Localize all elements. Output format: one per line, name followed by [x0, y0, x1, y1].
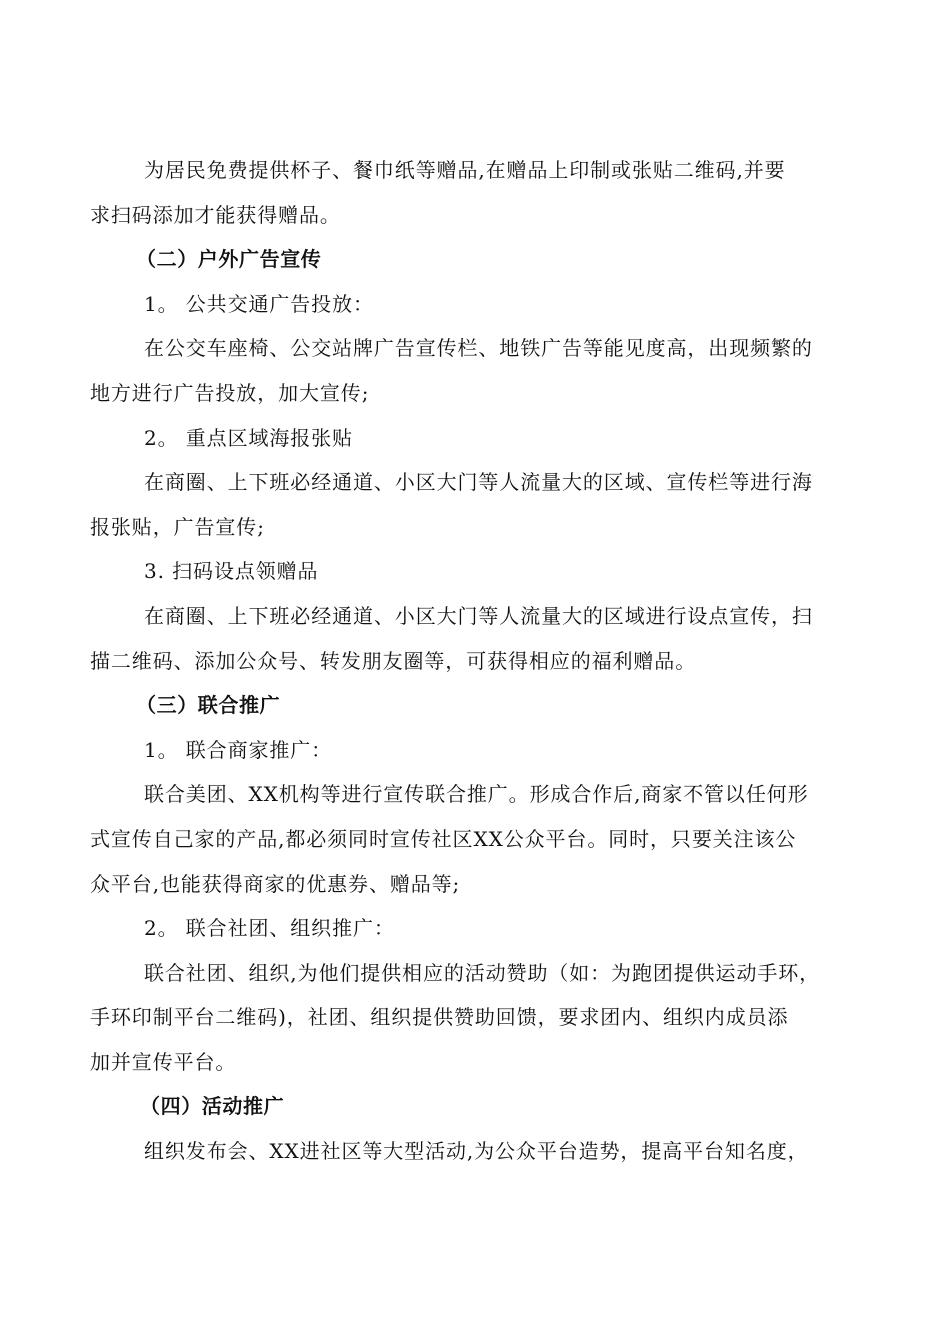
- list-item-title: 2。 重点区域海报张贴: [144, 425, 353, 450]
- paragraph-line: 式宣传自己家的产品,都必须同时宣传社区XX公众平台。同时，只要关注该公: [90, 826, 797, 851]
- paragraph-line: 联合美团、XX机构等进行宣传联合推广。形成合作后,商家不管以任何形: [144, 782, 809, 807]
- section-heading: （三）联合推广: [136, 693, 281, 718]
- paragraph-line: 描二维码、添加公众号、转发朋友圈等，可获得相应的福利赠品。: [90, 648, 697, 673]
- paragraph-line: 为居民免费提供杯子、餐巾纸等赠品,在赠品上印制或张贴二维码,并要: [144, 158, 786, 182]
- paragraph-line: 众平台,也能获得商家的优惠券、赠品等;: [90, 871, 461, 896]
- section-heading: （二）户外广告宣传: [136, 247, 322, 272]
- paragraph-line: 报张贴，广告宣传;: [90, 514, 265, 539]
- list-item-title: 1。 联合商家推广：: [144, 737, 333, 762]
- list-item-title: 3. 扫码设点领赠品: [144, 559, 319, 584]
- paragraph-line: 加并宣传平台。: [90, 1049, 237, 1074]
- list-item-title: 1。 公共交通广告投放：: [144, 291, 374, 316]
- paragraph-line: 组织发布会、XX进社区等大型活动,为公众平台造势，提高平台知名度，: [144, 1139, 809, 1164]
- paragraph-line: 在商圈、上下班必经通道、小区大门等人流量大的区域进行设点宣传，扫: [144, 603, 813, 628]
- paragraph-line: 地方进行广告投放，加大宣传;: [90, 380, 370, 405]
- paragraph-line: 手环印制平台二维码)，社团、组织提供赞助回馈，要求团内、组织内成员添: [90, 1005, 789, 1030]
- paragraph-line: 在商圈、上下班必经通道、小区大门等人流量大的区域、宣传栏等进行海: [144, 470, 813, 495]
- paragraph-line: 求扫码添加才能获得赠品。: [90, 202, 341, 227]
- paragraph-line: 在公交车座椅、公交站牌广告宣传栏、地铁广告等能见度高，出现频繁的: [144, 336, 813, 361]
- paragraph-line: 联合社团、组织,为他们提供相应的活动赞助（如：为跑团提供运动手环，: [144, 960, 821, 985]
- list-item-title: 2。 联合社团、组织推广：: [144, 916, 395, 941]
- section-heading: （四）活动推广: [140, 1094, 285, 1119]
